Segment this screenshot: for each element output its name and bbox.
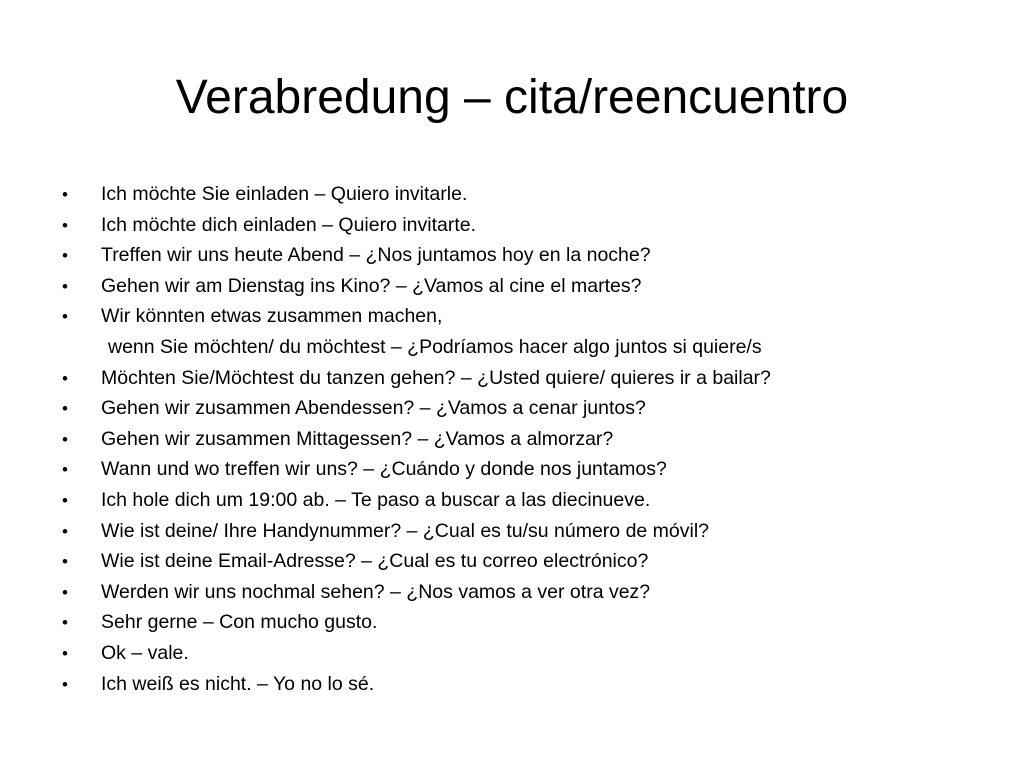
bullet-text: Gehen wir zusammen Abendessen? – ¿Vamos a cenar juntos?	[101, 397, 646, 420]
list-item	[62, 577, 1002, 608]
bullet-text: Ok – vale.	[101, 641, 189, 664]
bullet-text: wenn Sie möchten/ du möchtest – ¿Podríamos hacer algo juntos si quiere/s	[108, 335, 762, 358]
list-item	[62, 516, 1002, 547]
list-item	[62, 485, 1002, 516]
bullet-list	[62, 179, 1002, 699]
bullet-marker: •	[62, 399, 68, 419]
list-item	[62, 301, 1002, 332]
bullet-text: Treffen wir uns heute Abend – ¿Nos juntamos hoy en la noche?	[101, 244, 651, 267]
list-item	[62, 669, 1002, 700]
bullet-text: Wann und wo treffen wir uns? – ¿Cuándo y donde nos juntamos?	[101, 458, 667, 481]
list-item	[62, 546, 1002, 577]
bullet-text: Sehr gerne – Con mucho gusto.	[101, 611, 378, 634]
list-item	[62, 332, 1002, 363]
list-item	[62, 179, 1002, 210]
list-item	[62, 424, 1002, 455]
list-item	[62, 607, 1002, 638]
bullet-marker: •	[62, 429, 68, 449]
list-item	[62, 454, 1002, 485]
bullet-text: Möchten Sie/Möchtest du tanzen gehen? – ¿Usted quiere/ quieres ir a bailar?	[101, 366, 771, 389]
list-item	[62, 240, 1002, 271]
bullet-text: Ich möchte Sie einladen – Quiero invitarle.	[101, 183, 468, 205]
bullet-marker: •	[62, 215, 68, 235]
bullet-text: Wie ist deine/ Ihre Handynummer? – ¿Cual es tu/su número de móvil?	[101, 519, 710, 542]
bullet-marker: •	[62, 460, 68, 480]
bullet-text: Gehen wir zusammen Mittagessen? – ¿Vamos a almorzar?	[101, 427, 614, 450]
slide-title: Verabredung – cita/reencuentro	[175, 71, 849, 124]
list-item	[62, 363, 1002, 394]
bullet-marker: •	[62, 582, 68, 602]
list-item	[62, 210, 1002, 241]
list-item	[62, 393, 1002, 424]
bullet-marker: •	[62, 490, 68, 510]
bullet-marker: •	[62, 307, 68, 327]
bullet-text: Wir könnten etwas zusammen machen,	[101, 305, 443, 328]
bullet-marker: •	[62, 276, 68, 296]
list-item	[62, 638, 1002, 669]
bullet-text: Ich möchte dich einladen – Quiero invitarte.	[101, 213, 477, 236]
bullet-marker: •	[62, 185, 68, 204]
bullet-text: Wie ist deine Email-Adresse? – ¿Cual es tu correo electrónico?	[101, 550, 649, 573]
bullet-text: Werden wir uns nochmal sehen? – ¿Nos vamos a ver otra vez?	[101, 580, 651, 603]
bullet-marker: •	[62, 552, 68, 572]
bullet-text: Gehen wir am Dienstag ins Kino? – ¿Vamos al cine el martes?	[101, 274, 642, 297]
bullet-text: Ich hole dich um 19:00 ab. – Te paso a buscar a las diecinueve.	[101, 488, 651, 511]
bullet-marker: •	[62, 368, 68, 388]
list-item	[62, 271, 1002, 302]
bullet-marker: •	[62, 521, 68, 541]
bullet-marker: •	[62, 613, 68, 633]
bullet-text: Ich weiß es nicht. – Yo no lo sé.	[101, 672, 375, 695]
bullet-marker: •	[62, 674, 68, 694]
bullet-marker: •	[62, 643, 68, 663]
bullet-marker: •	[62, 246, 68, 266]
